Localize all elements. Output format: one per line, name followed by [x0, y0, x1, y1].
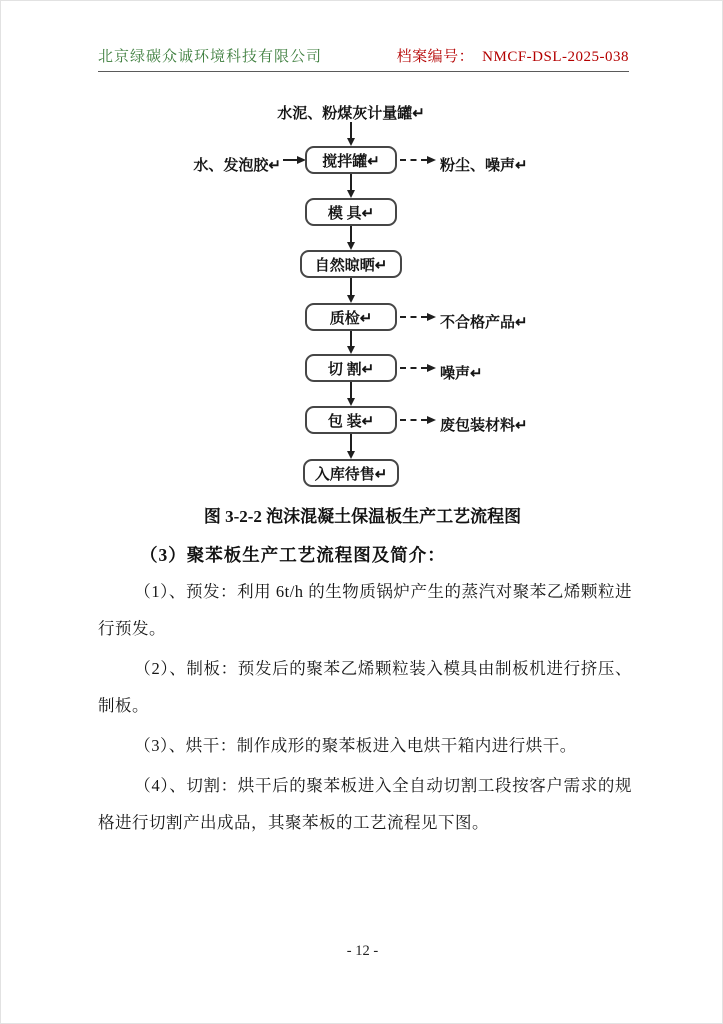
figure-caption: 图 3-2-2 泡沫混凝土保温板生产工艺流程图	[203, 507, 522, 526]
flowchart-foam-concrete-board-process	[98, 96, 631, 496]
archive-field	[397, 45, 629, 66]
flowchart-input-metering-tank: 水泥、粉煤灰计量罐↵	[277, 106, 425, 122]
flowchart-node-cutting: 切 割↵	[305, 354, 397, 382]
flowchart-input-water-foaming-agent: 水、发泡胶↵	[193, 158, 281, 174]
dashed-arrow-right-icon	[400, 316, 427, 318]
flowchart-emission-waste-packaging: 废包装材料↵	[440, 418, 528, 434]
flowchart-emission-dust-noise: 粉尘、噪声↵	[440, 158, 528, 174]
flowchart-emission-rejects: 不合格产品↵	[440, 315, 528, 331]
archive-number: NMCF-DSL-2025-038	[482, 49, 629, 65]
company-name: 北京绿碳众诚环境科技有限公司	[98, 49, 323, 65]
arrow-down-icon	[350, 434, 352, 451]
flowchart-node-mixing-tank: 搅拌罐↵	[305, 146, 397, 174]
arrow-down-icon	[350, 382, 352, 398]
arrow-down-icon	[350, 122, 352, 138]
arrow-right-icon	[283, 159, 297, 161]
arrow-down-icon	[350, 226, 352, 242]
paragraph-prefoaming: （1）、预发：利用 6t/h 的生物质锅炉产生的蒸汽对聚苯乙烯颗粒进行预发。	[98, 582, 632, 638]
dashed-arrow-right-icon	[400, 159, 427, 161]
flowchart-node-mold: 模 具↵	[305, 198, 397, 226]
flowchart-node-natural-drying: 自然晾晒↵	[300, 250, 402, 278]
page-number: - 12 -	[346, 943, 379, 959]
paragraph-board-making: （2）、制板：预发后的聚苯乙烯颗粒装入模具由制板机进行挤压、制板。	[98, 659, 632, 715]
arrow-down-icon	[350, 278, 352, 295]
flowchart-node-quality-check: 质检↵	[305, 303, 397, 331]
arrow-down-icon	[350, 174, 352, 190]
archive-label: 档案编号：	[396, 49, 475, 65]
page-header	[98, 45, 629, 72]
paragraph-cutting: （4）、切割：烘干后的聚苯板进入全自动切割工段按客户需求的规格进行切割产出成品，其聚苯板的工艺流程见下图。	[98, 776, 632, 832]
dashed-arrow-right-icon	[400, 419, 427, 421]
flowchart-emission-noise: 噪声↵	[440, 366, 483, 382]
flowchart-node-warehouse-sale: 入库待售↵	[303, 459, 399, 487]
paragraph-drying: （3）、烘干：制作成形的聚苯板进入电烘干箱内进行烘干。	[134, 736, 577, 755]
body-text	[98, 573, 632, 844]
flowchart-node-packaging: 包 装↵	[305, 406, 397, 434]
arrow-down-icon	[350, 331, 352, 346]
dashed-arrow-right-icon	[400, 367, 427, 369]
section-heading: （3）聚苯板生产工艺流程图及简介：	[140, 545, 446, 565]
